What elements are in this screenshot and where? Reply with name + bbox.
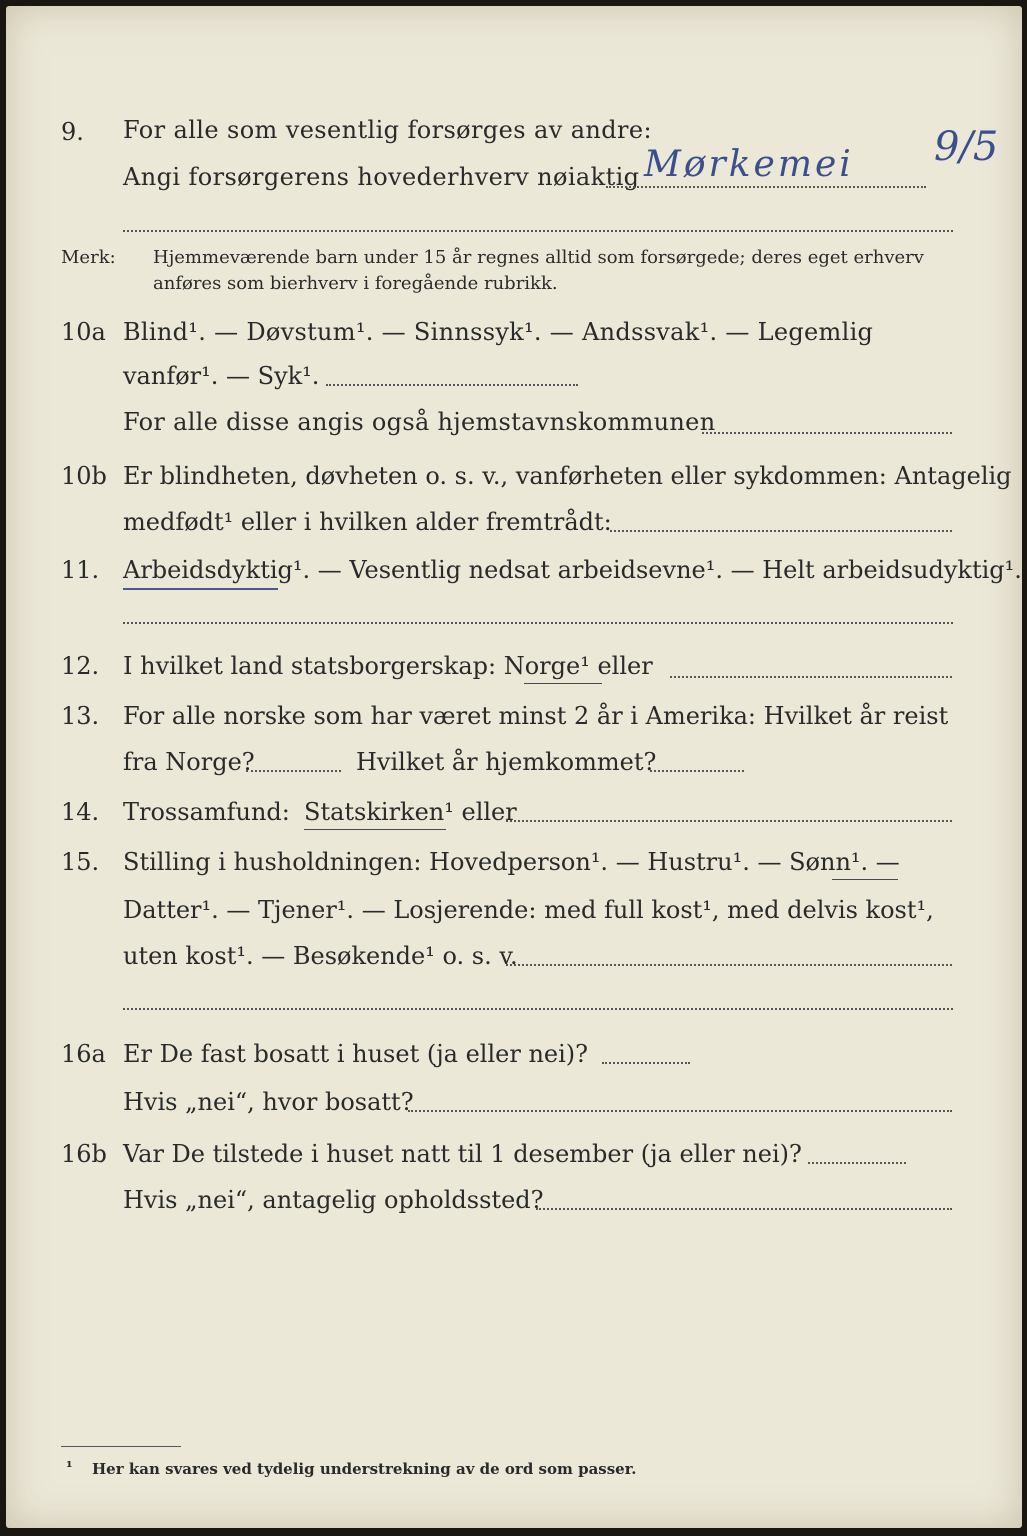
q12-number: 12. — [61, 652, 100, 680]
q16a-answer-line — [602, 1062, 690, 1064]
q10a-line1: Blind¹. — Døvstum¹. — Sinnssyk¹. — Andssvak¹. — Legemlig — [123, 318, 874, 346]
q10a-hjemstavn-line — [702, 432, 952, 434]
q16a-bosatt-line — [408, 1110, 952, 1112]
q14-answer-line — [506, 820, 952, 822]
q16b-opholdssted-line — [536, 1208, 952, 1210]
q9-number: 9. — [61, 118, 84, 146]
q16b-line1: Var De tilstede i huset natt til 1 desember (ja eller nei)? — [123, 1140, 802, 1168]
q16b-line2: Hvis „nei“, antagelig opholdssted? — [123, 1186, 544, 1214]
q15-answer-line — [506, 964, 952, 966]
q15-line3: uten kost¹. — Besøkende¹ o. s. v. — [123, 942, 518, 970]
merk-label: Merk: — [61, 247, 116, 268]
footnote-text: Her kan svares ved tydelig understrekning av de ord som passer. — [92, 1460, 637, 1478]
q10a-line2: vanfør¹. — Syk¹. — [123, 362, 320, 390]
q14-line1b: Statskirken¹ eller — [304, 798, 517, 826]
merk-line1: Hjemmeværende barn under 15 år regnes alltid som forsørgede; deres eget erhverv — [153, 247, 924, 268]
q13-number: 13. — [61, 702, 100, 730]
q9-answer-line — [606, 186, 926, 188]
q15-number: 15. — [61, 848, 100, 876]
q12-line1: I hvilket land statsborgerskap: Norge¹ eller — [123, 652, 653, 680]
census-form-page — [6, 6, 1022, 1528]
q10a-syk-line — [326, 384, 578, 386]
q15-underline-sonn — [832, 879, 898, 880]
q9-blank-line — [123, 230, 953, 232]
q9-handwritten-mark: 9/5 — [934, 124, 999, 170]
q12-underline-norge — [524, 683, 602, 684]
q13-line2b: Hvilket år hjemkommet? — [356, 748, 657, 776]
q13-line1: For alle norske som har været minst 2 år i Amerika: Hvilket år reist — [123, 702, 949, 730]
q9-line1: For alle som vesentlig forsørges av andre: — [123, 116, 653, 144]
q12-answer-line — [670, 676, 952, 678]
q13-line2a: fra Norge? — [123, 748, 255, 776]
q16a-line2: Hvis „nei“, hvor bosatt? — [123, 1088, 414, 1116]
q11-underline-arbeidsdyktig — [123, 588, 278, 590]
q16b-number: 16b — [61, 1140, 107, 1168]
q9-line2: Angi forsørgerens hovederhverv nøiaktig — [123, 163, 640, 191]
q15-line2: Datter¹. — Tjener¹. — Losjerende: med full kost¹, med delvis kost¹, — [123, 896, 934, 924]
q14-number: 14. — [61, 798, 100, 826]
footnote-mark: ¹ — [66, 1458, 73, 1476]
q13-reist-line — [246, 770, 341, 772]
q9-handwritten-answer: Mørkemei — [644, 144, 854, 185]
q10a-number: 10a — [61, 318, 106, 346]
q16a-line1: Er De fast bosatt i huset (ja eller nei)? — [123, 1040, 589, 1068]
q14-underline-statskirken — [304, 829, 446, 830]
q10b-line2: medfødt¹ eller i hvilken alder fremtrådt: — [123, 508, 612, 536]
q10b-answer-line — [610, 530, 952, 532]
q15-line1: Stilling i husholdningen: Hovedperson¹. — Hustru¹. — Sønn¹. — — [123, 848, 900, 876]
q10b-line1: Er blindheten, døvheten o. s. v., vanførheten eller sykdommen: Antagelig — [123, 462, 1012, 490]
q11-number: 11. — [61, 556, 100, 584]
q10b-number: 10b — [61, 462, 107, 490]
q16a-number: 16a — [61, 1040, 106, 1068]
q13-hjemkommet-line — [650, 770, 744, 772]
q10a-line3: For alle disse angis også hjemstavnskommunen — [123, 408, 716, 436]
q15-blank-line — [123, 1008, 953, 1010]
merk-line2: anføres som bierhverv i foregående rubrikk. — [153, 273, 558, 294]
q11-blank-line — [123, 622, 953, 624]
q11-line1: Arbeidsdyktig¹. — Vesentlig nedsat arbeidsevne¹. — Helt arbeidsudyktig¹. — [123, 556, 1022, 584]
q14-line1a: Trossamfund: — [123, 798, 290, 826]
q16b-answer-line — [808, 1162, 906, 1164]
footnote-rule — [61, 1446, 181, 1447]
